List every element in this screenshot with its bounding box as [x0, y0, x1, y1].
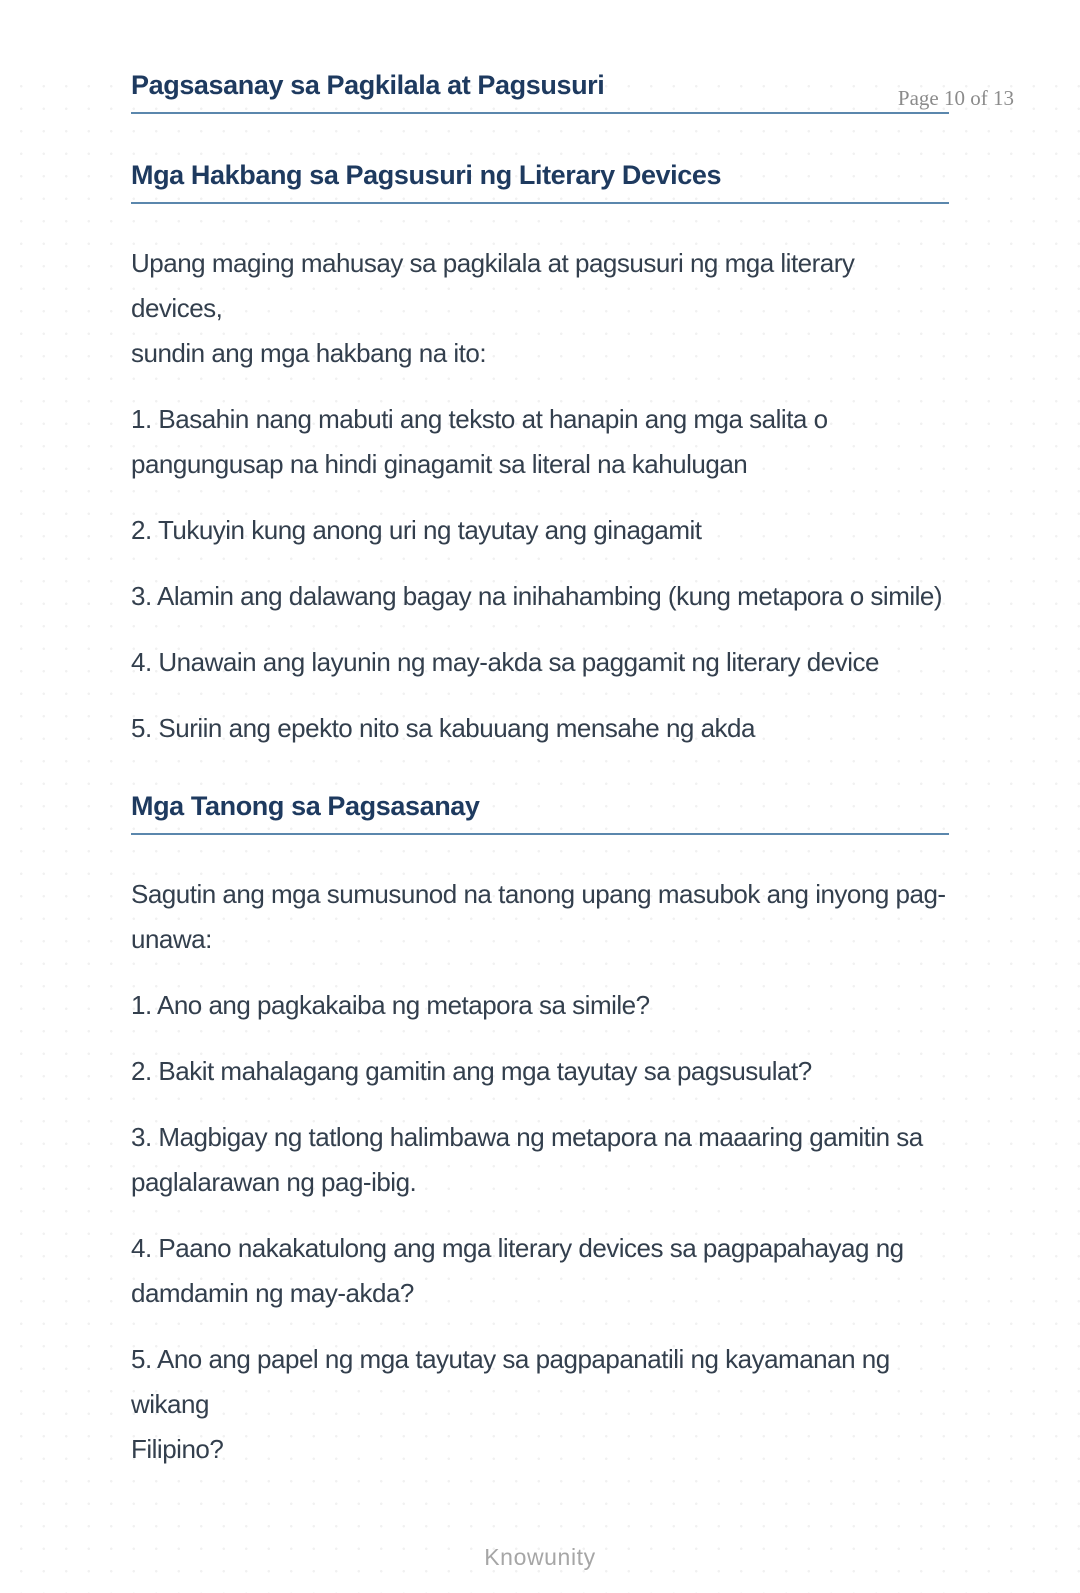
step-item — [131, 508, 949, 553]
questions-intro-paragraph — [131, 872, 949, 962]
text-line: 3. Magbigay ng tatlong halimbawa ng metapora na maaaring gamitin sa — [131, 1122, 923, 1152]
section-title-pagsasanay: Pagsasanay sa Pagkilala at Pagsusuri — [131, 66, 949, 114]
step-item — [131, 640, 949, 685]
text-line: Upang maging mahusay sa pagkilala at pagsusuri ng mga literary devices, — [131, 248, 855, 323]
intro-paragraph — [131, 241, 949, 376]
question-item — [131, 1226, 949, 1316]
step-item — [131, 397, 949, 487]
step-item — [131, 706, 949, 751]
question-item — [131, 983, 949, 1028]
page-number-label: Page 10 of 13 — [897, 86, 1014, 110]
text-line: 5. Ano ang papel ng mga tayutay sa pagpapanatili ng kayamanan ng wikang — [131, 1344, 890, 1419]
text-line: 4. Paano nakakatulong ang mga literary devices sa pagpapahayag ng — [131, 1233, 904, 1263]
question-item — [131, 1049, 949, 1094]
text-line: paglalarawan ng pag-ibig. — [131, 1167, 417, 1197]
question-item — [131, 1115, 949, 1205]
text-line: 1. Ano ang pagkakaiba ng metapora sa simile? — [131, 990, 650, 1020]
text-line: 2. Bakit mahalagang gamitin ang mga tayutay sa pagsusulat? — [131, 1056, 812, 1086]
question-item — [131, 1337, 949, 1472]
text-line: 5. Suriin ang epekto nito sa kabuuang mensahe ng akda — [131, 713, 755, 743]
text-line: 4. Unawain ang layunin ng may-akda sa paggamit ng literary device — [131, 647, 879, 677]
text-line: damdamin ng may-akda? — [131, 1278, 414, 1308]
text-line: pangungusap na hindi ginagamit sa literal na kahulugan — [131, 449, 748, 479]
text-line: Filipino? — [131, 1434, 224, 1464]
text-line: 2. Tukuyin kung anong uri ng tayutay ang ginagamit — [131, 515, 702, 545]
section-title-mga-hakbang: Mga Hakbang sa Pagsusuri ng Literary Devices — [131, 156, 949, 204]
text-line: 1. Basahin nang mabuti ang teksto at hanapin ang mga salita o — [131, 404, 828, 434]
text-line: sundin ang mga hakbang na ito: — [131, 338, 487, 368]
footer-brand: Knowunity — [484, 1544, 596, 1570]
text-line: Sagutin ang mga sumusunod na tanong upang masubok ang inyong pag- — [131, 879, 946, 909]
step-item — [131, 574, 949, 619]
text-line: 3. Alamin ang dalawang bagay na inihahambing (kung metapora o simile) — [131, 581, 943, 611]
section-title-mga-tanong: Mga Tanong sa Pagsasanay — [131, 787, 949, 835]
text-line: unawa: — [131, 924, 212, 954]
document-body — [0, 66, 1080, 1472]
